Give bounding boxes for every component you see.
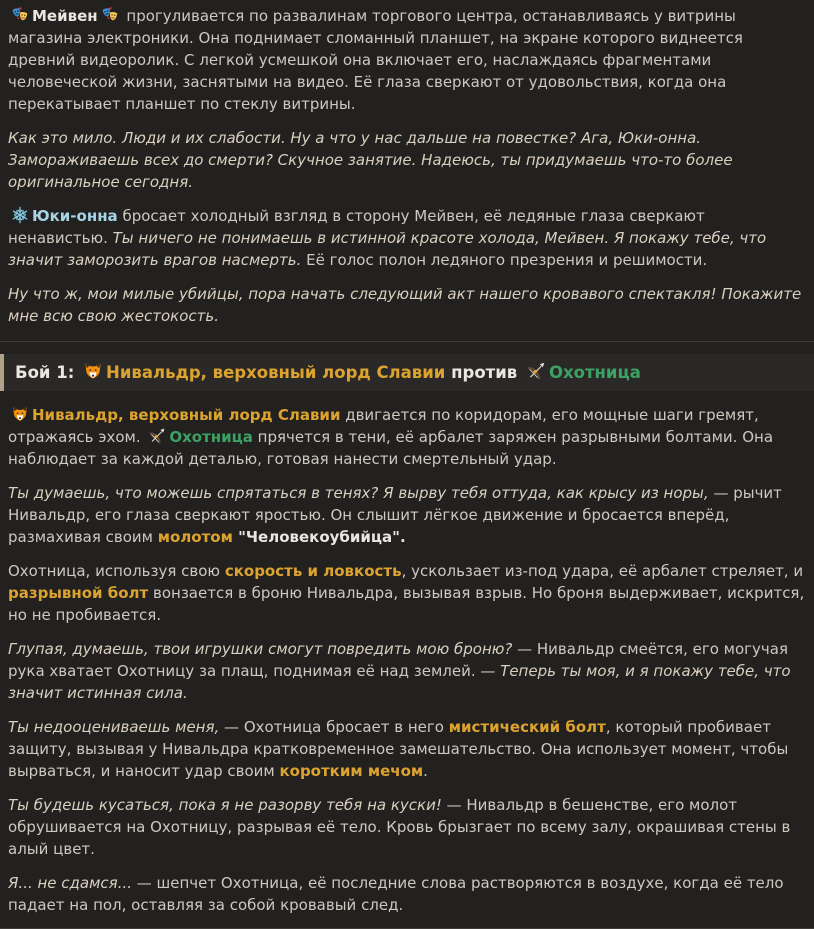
- battle-label: Бой 1:: [15, 363, 81, 382]
- text-segment: Ну что ж, мои милые убийцы, пора начать следующий акт нашего кровавого спектакля! Покажите мне всю свою жестокость.: [8, 285, 807, 325]
- text-segment: Ты думаешь, что можешь спрятаться в тенях? Я вырву тебя оттуда, как крысу из норы,: [8, 484, 709, 502]
- text-segment: .: [423, 762, 428, 780]
- text-segment: двигается по коридорам, его мощные шаги гремят, отражаясь эхом.: [8, 406, 764, 446]
- battle-narration-3: [8, 560, 810, 626]
- text-segment: — рычит Нивальдр, его глаза сверкают яростью. Он слышит лёгкое движение и бросается вперёд, размахивая своим: [8, 484, 787, 546]
- narration-yuki-onna: [8, 205, 806, 271]
- text-segment: прячется в тени, её арбалет заряжен разрывными болтами. Она наблюдает за каждой деталью, готовая нанести смертельный удар.: [8, 428, 778, 468]
- masks-icon: [11, 6, 29, 24]
- battle-1-header: [0, 354, 814, 391]
- text-segment: , ускользает из-под удара, её арбалет стреляет, и: [401, 562, 808, 580]
- section-divider: [0, 341, 814, 342]
- narration-maiven: [8, 5, 806, 115]
- character-name-maiven: Мейвен: [32, 7, 98, 25]
- battle-narration-1: [8, 404, 806, 470]
- weapon-highlight: мистический болт: [448, 718, 606, 736]
- text-segment: Ты недооцениваешь меня,: [8, 718, 220, 736]
- text-segment: бросает холодный взгляд в сторону Мейвен, её ледяные глаза сверкают ненавистью.: [8, 207, 710, 247]
- text-segment: Как это мило. Люди и их слабости. Ну а что у нас дальше на повестке? Ага, Юки-онна. Замораживаешь всех до смерти? Скучное занятие. Надеюсь, ты придумаешь что-то более оригинальное сегодня.: [8, 129, 738, 191]
- text-segment: Её голос полон ледяного презрения и решимости.: [301, 251, 708, 269]
- battle-narration-7: [8, 872, 806, 916]
- bow-icon: [148, 427, 166, 445]
- weapon-highlight: молотом: [157, 528, 233, 546]
- character-name-hunter: Охотница: [548, 363, 641, 382]
- snowflake-icon: [11, 206, 29, 224]
- fox-icon: [11, 405, 29, 423]
- battle-narration-2: [8, 482, 806, 548]
- masks-icon: [101, 6, 119, 24]
- text-segment: прогуливается по развалинам торгового центра, останавливаясь у витрины магазина электроники. Она поднимает сломанный планшет, на экране которого виднеется древний видеоролик. С легкой усмешкой она включает его, наслаждаясь фрагментами человеческой жизни, заснятыми на видео. Её глаза сверкают от удовольствия, когда она перекатывает планшет по стеклу витрины.: [8, 7, 748, 113]
- text-segment: Ты будешь кусаться, пока я не разорву тебя на куски!: [8, 796, 442, 814]
- maiven-dialogue: [8, 127, 806, 193]
- character-name-nivaldr: Нивальдр, верховный лорд Славии: [32, 406, 341, 424]
- bow-icon: [526, 361, 546, 381]
- battle-narration-4: [8, 638, 806, 704]
- text-segment: вонзается в броню Нивальдра, вызывая взрыв. Но броня выдерживает, искрится, но не пробивается.: [8, 584, 810, 624]
- weapon-highlight: разрывной болт: [8, 584, 149, 602]
- maiven-dialogue-2: [8, 283, 806, 327]
- text-segment: — Нивальдр в бешенстве, его молот обрушивается на Охотницу, разрывая её тело. Кровь брызгает по всему залу, окрашивая стены в алый цвет.: [8, 796, 796, 858]
- character-name-hunter: Охотница: [169, 428, 253, 446]
- character-name-yuki-onna: Юки-онна: [32, 207, 118, 225]
- character-name-nivaldr: Нивальдр, верховный лорд Славии: [106, 363, 446, 382]
- fox-icon: [83, 361, 103, 381]
- battle-narration-6: [8, 794, 806, 860]
- text-segment: — шепчет Охотница, её последние слова растворяются в воздухе, когда её тело падает на пол, оставляя за собой кровавый след.: [8, 874, 789, 914]
- weapon-name: "Человекоубийца".: [232, 528, 406, 546]
- text-segment: Глупая, думаешь, твои игрушки смогут повредить мою броню?: [8, 640, 513, 658]
- versus-label: против: [445, 363, 523, 382]
- story-content: [8, 5, 810, 929]
- text-segment: , который пробивает защиту, вызывая у Нивальдра кратковременное замешательство. Она использует момент, чтобы вырваться, и наносит удар своим: [8, 718, 794, 780]
- text-segment: — Охотница бросает в него: [219, 718, 449, 736]
- text-segment: Теперь ты моя, и я покажу тебе, что значит истинная сила.: [8, 662, 796, 702]
- text-segment: — Нивальдр смеётся, его могучая рука хватает Охотницу за плащ, поднимая её над землей. —: [8, 640, 793, 680]
- skill-highlight: скорость и ловкость: [224, 562, 402, 580]
- text-segment: Охотница, используя свою: [8, 562, 225, 580]
- text-segment: Ты ничего не понимаешь в истинной красоте холода, Мейвен. Я покажу тебе, что значит заморозить врагов насмерть.: [8, 229, 771, 269]
- battle-narration-5: [8, 716, 806, 782]
- weapon-highlight: коротким мечом: [279, 762, 424, 780]
- text-segment: Я... не сдамся...: [8, 874, 132, 892]
